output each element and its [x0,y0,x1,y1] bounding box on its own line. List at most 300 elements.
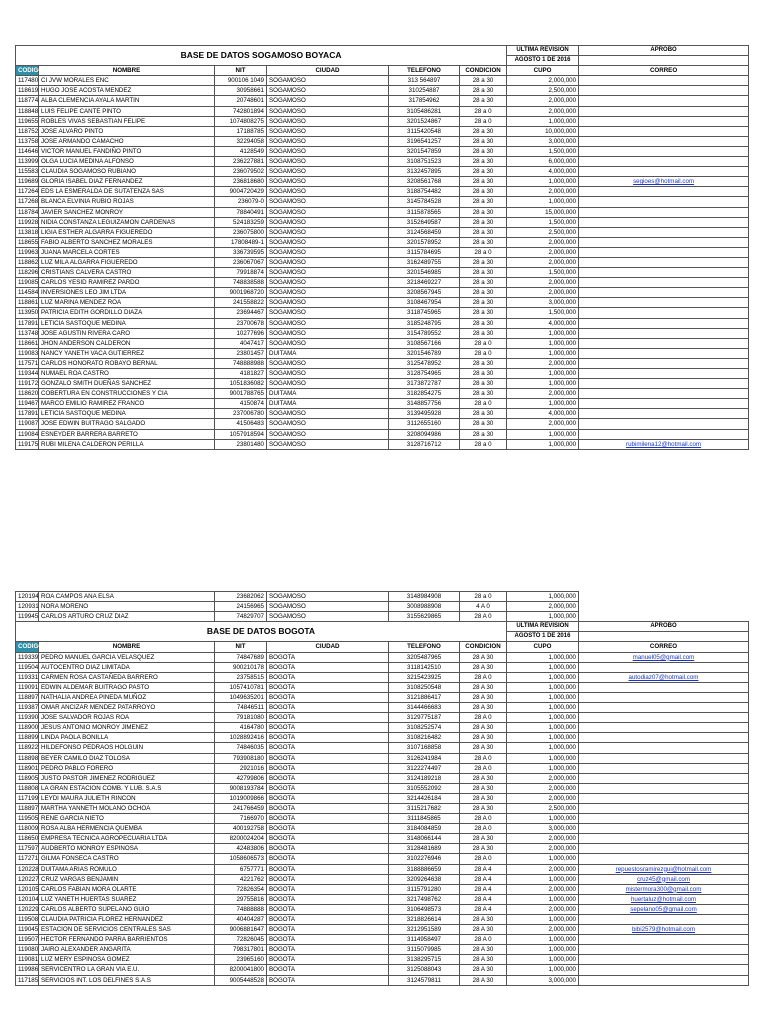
cell-empty [579,612,749,622]
cell-ciudad: BOGOTA [267,864,389,874]
cell-nit: 2921016 [215,763,267,773]
cell-codigo: 118296 [16,268,39,278]
cell-correo [579,783,749,793]
cell-correo[interactable]: mistermora300@gmail.com [579,884,749,894]
cell-nombre: HUGO JOSE ACOSTA MENDEZ [39,86,215,96]
cell-condicion: 28 a 30 [460,146,507,156]
cell-correo[interactable]: sepelano05@gmail.com [579,904,749,914]
cell-correo [579,308,749,318]
cell-ciudad: SOGAMOSO [267,328,389,338]
cell-correo [579,247,749,257]
cell-nombre: ESNEYDER BARRERA BARRETO [39,429,215,439]
cell-condicion: 28 A 30 [460,965,507,975]
cell-nombre: PEDRO PABLO FORERO [39,763,215,773]
table-row [16,429,749,439]
cell-codigo: 118848 [16,106,39,116]
cell-codigo: 118897 [16,803,39,813]
cell-nombre: BEYER CAMILO DIAZ TOLOSA [39,753,215,763]
table-row [16,86,749,96]
table-row [16,167,749,177]
cell-cupo: 1,500,000 [507,268,579,278]
cell-nit: 9001968720 [215,288,267,298]
cell-nit: 400192758 [215,824,267,834]
cell-nit: 23700678 [215,318,267,328]
sogamoso-title: BASE DE DATOS SOGAMOSO BOYACA [16,46,507,66]
table-row [16,965,749,975]
cell-ciudad: BOGOTA [267,783,389,793]
cell-correo [579,662,749,672]
cell-cupo: 2,000,000 [507,793,579,803]
cell-nombre: CRISTIANS CALVERA CASTRO [39,268,215,278]
col-nit: NIT [215,66,267,76]
cell-correo [579,834,749,844]
cell-nit: 4128549 [215,146,267,156]
cell-correo [579,975,749,985]
cell-condicion: 28 a 30 [460,96,507,106]
cell-ciudad: SOGAMOSO [267,106,389,116]
cell-telefono: 3122274497 [389,763,460,773]
table-row [16,318,749,328]
cell-codigo: 118774 [16,96,39,106]
cell-codigo: 118009 [16,824,39,834]
cell-condicion: 28 A 30 [460,692,507,702]
cell-codigo: 119091 [16,682,39,692]
cell-codigo: 117571 [16,358,39,368]
cell-telefono: 3108250548 [389,682,460,692]
cell-telefono: 3212951589 [389,925,460,935]
cell-correo[interactable]: manuel05@gmail.com [579,652,749,662]
cell-nit: 4164780 [215,723,267,733]
cell-codigo: 119505 [16,814,39,824]
cell-nombre: CLAUDIA PATRICIA FLOREZ HERNANDEZ [39,915,215,925]
cell-ciudad: SOGAMOSO [267,247,389,257]
cell-cupo: 2,000,000 [507,288,579,298]
cell-ciudad: SOGAMOSO [267,136,389,146]
cell-nombre: NORA MORENO [39,602,215,612]
cell-codigo: 120229 [16,904,39,914]
cell-cupo: 4,000,000 [507,318,579,328]
cell-nombre: LETICIA SASTOQUE MEDINA [39,318,215,328]
cell-nit: 9001788765 [215,389,267,399]
cell-correo[interactable]: cruz45@gmail.com [579,874,749,884]
sogamoso-header-row [16,66,749,76]
cell-nit: 9006881647 [215,925,267,935]
cell-nit: 7166970 [215,814,267,824]
cell-telefono: 3108216482 [389,733,460,743]
cell-ciudad: BOGOTA [267,652,389,662]
cell-telefono: 317854962 [389,96,460,106]
cell-condicion: 28 a 30 [460,157,507,167]
table-row [16,783,749,793]
table-row [16,268,749,278]
cell-cupo: 1,000,000 [507,328,579,338]
cell-nombre: VICTOR MANUEL FANDIÑO PINTO [39,146,215,156]
cell-ciudad: BOGOTA [267,753,389,763]
table-row [16,975,749,985]
cell-codigo: 119689 [16,177,39,187]
cell-codigo: 119331 [16,672,39,682]
cell-cupo: 1,000,000 [507,439,579,449]
cell-correo [579,358,749,368]
cell-codigo: 118899 [16,733,39,743]
cell-codigo: 119507 [16,935,39,945]
cell-correo[interactable]: bibi2579@hotmail.com [579,925,749,935]
cell-condicion: 28 A 30 [460,682,507,692]
cell-cupo: 1,500,000 [507,308,579,318]
cell-telefono: 3125088043 [389,965,460,975]
cell-nit: 1049635201 [215,692,267,702]
cell-nit: 72826045 [215,935,267,945]
cell-condicion: 28 A 0 [460,935,507,945]
cell-condicion: 28 A 0 [460,672,507,682]
cell-cupo: 1,000,000 [507,713,579,723]
cell-nombre: LUZ MARINA MENDEZ ROA [39,298,215,308]
cell-ciudad: BOGOTA [267,975,389,985]
cell-nit: 4047417 [215,338,267,348]
cell-cupo: 2,000,000 [507,925,579,935]
cell-cupo: 2,000,000 [507,278,579,288]
cell-condicion: 28 a 30 [460,136,507,146]
table-row [16,612,749,622]
cell-correo [579,298,749,308]
cell-nombre: JAIRO ALEXANDER ANGARITA [39,945,215,955]
col-cupo: CUPO [507,66,579,76]
cell-ciudad: BOGOTA [267,945,389,955]
cell-correo[interactable]: huertaluz@hotmail.com [579,894,749,904]
table-row [16,308,749,318]
cell-ciudad: SOGAMOSO [267,439,389,449]
cell-ciudad: SOGAMOSO [267,217,389,227]
cell-nombre: OLGA LUCIA MEDINA ALFONSO [39,157,215,167]
cell-correo [579,682,749,692]
cell-cupo: 2,000,000 [507,602,579,612]
cell-ciudad: SOGAMOSO [267,146,389,156]
table-row [16,753,749,763]
cell-nombre: RENE GARCIA NIETO [39,814,215,824]
cell-telefono: 3128481689 [389,844,460,854]
cell-nombre: JESUS ANTONIO MONROY JIMENEZ [39,723,215,733]
cell-correo[interactable]: segioes@hotmail.com [579,177,749,187]
cell-codigo: 118862 [16,257,39,267]
cell-nit: 524183259 [215,217,267,227]
cell-nit: 236818680 [215,177,267,187]
cell-condicion: 28 A 30 [460,652,507,662]
ultima-revision-label: ULTIMA REVISION [507,46,579,56]
table-row [16,126,749,136]
cell-nit: 23965160 [215,955,267,965]
sogamoso-sheet [15,45,748,450]
table-row [16,763,749,773]
col-condicion: CONDICION [460,66,507,76]
cell-nombre: AUTOCENTRO DIAZ LIMITADA [39,662,215,672]
aprobo-label: APROBO [579,622,749,632]
cell-nombre: LUZ YANETH HUERTAS SUAREZ [39,894,215,904]
table-row [16,379,749,389]
cell-cupo: 2,000,000 [507,773,579,783]
cell-telefono: 3124568459 [389,227,460,237]
table-row [16,874,749,884]
cell-cupo: 2,000,000 [507,237,579,247]
table-row [16,602,749,612]
cell-telefono: 3154789552 [389,328,460,338]
table-row [16,955,749,965]
cell-ciudad: SOGAMOSO [267,288,389,298]
cell-telefono: 3125478952 [389,358,460,368]
cell-nit: 8200024204 [215,834,267,844]
cell-nombre: INVERSIONES LEO JIM LTDA [39,288,215,298]
cell-codigo: 120105 [16,884,39,894]
cell-condicion: 28 a 30 [460,358,507,368]
cell-correo [579,965,749,975]
cell-nombre: OMAR ANCIZAR MENDEZ PATARROYO [39,703,215,713]
cell-cupo: 3,000,000 [507,136,579,146]
cell-cupo: 1,000,000 [507,369,579,379]
cell-cupo: 2,000,000 [507,884,579,894]
cell-ciudad: SOGAMOSO [267,86,389,96]
cell-cupo: 2,000,000 [507,904,579,914]
cell-telefono: 3108252574 [389,723,460,733]
cell-telefono: 3152649587 [389,217,460,227]
cell-nombre: HILDEFONSO PEDRAOS HOLGUIN [39,743,215,753]
bogota-title: BASE DE DATOS BOGOTA [16,622,507,642]
cell-codigo: 119387 [16,703,39,713]
table-row [16,278,749,288]
cell-nombre: JOSE SALVADOR ROJAS ROA [39,713,215,723]
table-row [16,187,749,197]
cell-cupo: 1,000,000 [507,177,579,187]
cell-nombre: JAVIER SANCHEZ MONROY [39,207,215,217]
table-row [16,348,749,358]
cell-nit: 23682062 [215,592,267,602]
cell-nit: 236227881 [215,157,267,167]
cell-cupo: 1,000,000 [507,682,579,692]
cell-ciudad: SOGAMOSO [267,602,389,612]
cell-correo[interactable]: autodiaz07@hotmail.com [579,672,749,682]
cell-telefono: 3108751523 [389,157,460,167]
cell-condicion: 28 A 0 [460,854,507,864]
cell-cupo: 1,000,000 [507,743,579,753]
table-row [16,904,749,914]
cell-nombre: JOSE EDWIN BUITRAGO SALGADO [39,419,215,429]
cell-correo [579,167,749,177]
cell-cupo: 1,000,000 [507,753,579,763]
cell-telefono: 3128754965 [389,369,460,379]
table-row [16,773,749,783]
cell-nombre: CARLOS FABIAN MORA OLARTE [39,884,215,894]
cell-correo [579,844,749,854]
cell-ciudad: SOGAMOSO [267,157,389,167]
cell-cupo: 4,000,000 [507,409,579,419]
col-ciudad: CIUDAD [267,66,389,76]
cell-nombre: ROBLES VIVAS SEBASTIAN FELIPE [39,116,215,126]
cell-codigo: 118661 [16,338,39,348]
cell-condicion: 28 a 30 [460,167,507,177]
cell-nombre: AUDBERTO MONROY ESPINOSA [39,844,215,854]
table-row [16,369,749,379]
cell-ciudad: SOGAMOSO [267,116,389,126]
cell-correo [579,207,749,217]
cell-correo [579,733,749,743]
cell-nombre: ESTACION DE SERVICIOS CENTRALES SAS [39,925,215,935]
cell-codigo: 119344 [16,369,39,379]
cell-nit: 29755816 [215,894,267,904]
cell-correo [579,348,749,358]
cell-nombre: EMPRESA TECNICA AGROPECUARIA LTDA [39,834,215,844]
cell-cupo: 1,000,000 [507,945,579,955]
cell-nit: 798317801 [215,945,267,955]
cell-condicion: 28 a 0 [460,247,507,257]
cell-cupo: 1,000,000 [507,733,579,743]
cell-condicion: 28 a 30 [460,76,507,86]
cell-ciudad: BOGOTA [267,894,389,904]
cell-ciudad: BOGOTA [267,723,389,733]
cell-telefono: 3208561768 [389,177,460,187]
cell-codigo: 119986 [16,965,39,975]
cell-codigo: 120104 [16,894,39,904]
cell-correo [579,945,749,955]
cell-telefono: 3185248795 [389,318,460,328]
cell-condicion: 28 a 30 [460,227,507,237]
cell-nit: 1057918594 [215,429,267,439]
revision-date: AGOSTO 1 DE 2016 [507,56,579,66]
cell-nit: 74888888 [215,904,267,914]
cell-condicion: 28 A 0 [460,612,507,622]
col-nombre: NOMBRE [39,66,215,76]
cell-nit: 336739595 [215,247,267,257]
cell-nit: 8200041800 [215,965,267,975]
table-row [16,652,749,662]
cell-cupo: 2,000,000 [507,247,579,257]
cell-nit: 74846035 [215,743,267,753]
cell-cupo: 1,000,000 [507,692,579,702]
cell-ciudad: BOGOTA [267,793,389,803]
cell-condicion: 28 A 4 [460,904,507,914]
cell-nit: 10277696 [215,328,267,338]
cell-nit: 6757771 [215,864,267,874]
aprobo-label: APROBO [579,46,749,56]
cell-ciudad: SOGAMOSO [267,96,389,106]
cell-ciudad: BOGOTA [267,662,389,672]
cell-correo [579,116,749,126]
cell-correo [579,126,749,136]
cell-ciudad: SOGAMOSO [267,429,389,439]
cell-ciudad: SOGAMOSO [267,379,389,389]
cell-correo [579,86,749,96]
cell-nombre: SERVICENTRO LA GRAN VIA E.U. [39,965,215,975]
cell-cupo: 1,000,000 [507,116,579,126]
table-row [16,672,749,682]
cell-cupo: 1,000,000 [507,915,579,925]
cell-codigo: 118900 [16,723,39,733]
cell-cupo: 1,000,000 [507,814,579,824]
cell-nombre: LUZ MERY ESPINOSA GOMEZ [39,955,215,965]
cell-empty [579,592,749,602]
cell-cupo: 2,000,000 [507,358,579,368]
cell-condicion: 28 a 30 [460,207,507,217]
cell-cupo: 1,000,000 [507,935,579,945]
cell-condicion: 28 a 30 [460,177,507,187]
cell-correo[interactable]: rubimilena12@hotmail.com [579,439,749,449]
cell-nombre: EDWIN ALDEMAR BUITRAGO PASTO [39,682,215,692]
col-codigo: CODIGO [16,642,39,652]
cell-correo [579,379,749,389]
cell-telefono: 3209264638 [389,874,460,884]
cell-correo [579,288,749,298]
cell-ciudad: SOGAMOSO [267,207,389,217]
table-row [16,338,749,348]
cell-correo[interactable]: repuestosramirezgui@hotmail.com [579,864,749,874]
cell-nit: 79918874 [215,268,267,278]
cell-telefono: 3115784695 [389,247,460,257]
cell-telefono: 3144466683 [389,703,460,713]
cell-nombre: LUIS FELIPE CANTE PINTO [39,106,215,116]
cell-condicion: 28 A 30 [460,925,507,935]
cell-condicion: 28 A 30 [460,975,507,985]
cell-codigo: 118898 [16,753,39,763]
cell-cupo: 2,500,000 [507,227,579,237]
cell-ciudad: BOGOTA [267,834,389,844]
cell-condicion: 28 a 30 [460,187,507,197]
cell-codigo: 117199 [16,793,39,803]
cell-nit: 1057410781 [215,682,267,692]
cell-condicion: 28 a 30 [460,389,507,399]
cell-condicion: 28 A 4 [460,864,507,874]
cell-cupo: 6,000,000 [507,157,579,167]
cell-cupo: 2,500,000 [507,86,579,96]
cell-nombre: GILMA FONSECA CASTRO [39,854,215,864]
cell-ciudad: SOGAMOSO [267,257,389,267]
table-row [16,399,749,409]
cell-telefono: 3205487965 [389,652,460,662]
cell-codigo: 114584 [16,288,39,298]
table-row [16,96,749,106]
cell-nit: 23694467 [215,308,267,318]
cell-nombre: NANCY YANETH VACA GUTIERREZ [39,348,215,358]
cell-ciudad: BOGOTA [267,824,389,834]
cell-ciudad: BOGOTA [267,884,389,894]
table-row [16,834,749,844]
cell-correo [579,338,749,348]
cell-cupo: 1,000,000 [507,763,579,773]
cell-telefono: 3188754482 [389,187,460,197]
cell-condicion: 28 A 4 [460,874,507,884]
table-row [16,146,749,156]
cell-codigo: 118922 [16,743,39,753]
table-row [16,177,749,187]
table-row [16,298,749,308]
cell-ciudad: BOGOTA [267,703,389,713]
cell-cupo: 3,000,000 [507,975,579,985]
cell-nombre: MARCO EMILIO RAMIREZ FRANCO [39,399,215,409]
table-row [16,733,749,743]
cell-telefono: 3128716712 [389,439,460,449]
col-nombre: NOMBRE [39,642,215,652]
cell-telefono: 3118142510 [389,662,460,672]
cell-nombre: JUANA MARCELA CORTES [39,247,215,257]
cell-cupo: 1,000,000 [507,379,579,389]
cell-codigo: 113748 [16,328,39,338]
cell-ciudad: BOGOTA [267,925,389,935]
cell-codigo: 120931 [16,602,39,612]
cell-nit: 236079-0 [215,197,267,207]
table-row [16,157,749,167]
cell-ciudad: SOGAMOSO [267,298,389,308]
cell-condicion: 28 a 30 [460,257,507,267]
cell-telefono: 3201546985 [389,268,460,278]
cell-correo [579,692,749,702]
cell-condicion: 28 A 30 [460,733,507,743]
cell-condicion: 28 A 30 [460,773,507,783]
